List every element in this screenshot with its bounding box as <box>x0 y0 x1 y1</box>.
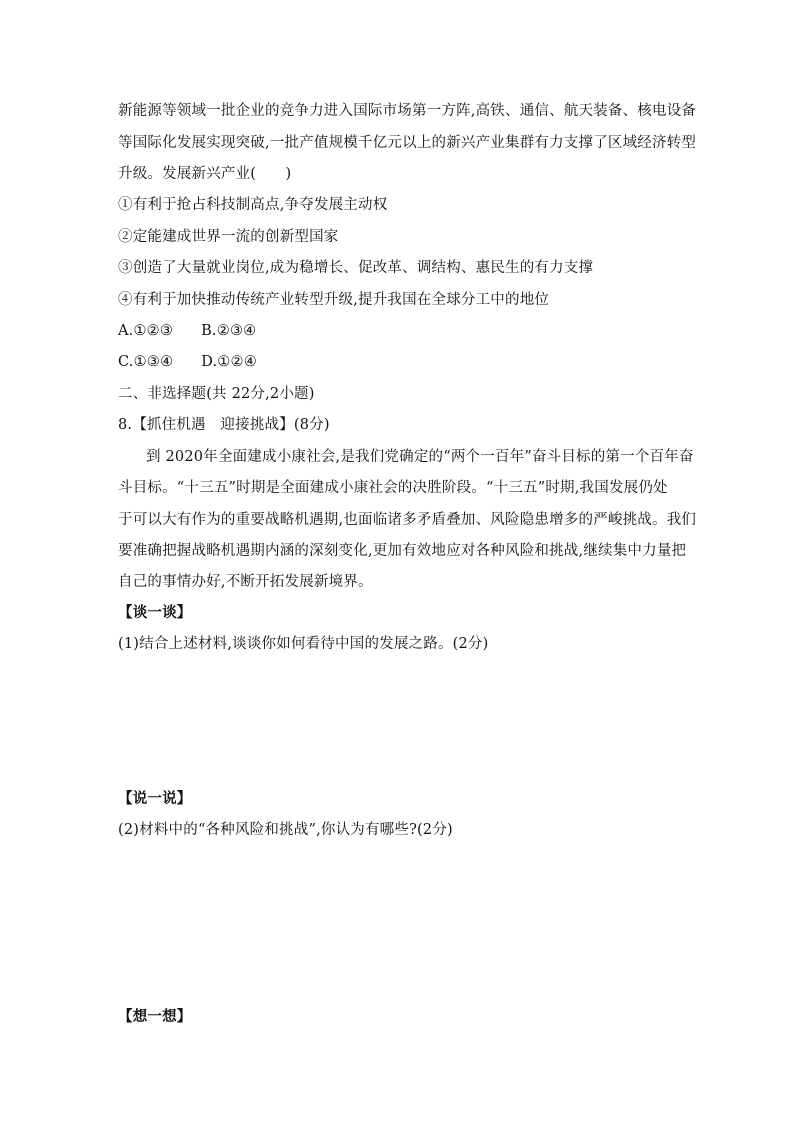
section-heading: 二、非选择题(共 22分,2小题) <box>118 386 315 402</box>
q7-statement-1: ①有利于抢占科技制高点,争夺发展主动权 <box>118 197 388 213</box>
q7-statement-2: ②定能建成世界一流的创新型国家 <box>118 229 339 245</box>
q7-statement-4: ④有利于加快推动传统产业转型升级,提升我国在全球分工中的地位 <box>118 292 550 308</box>
q7-options-row-2 <box>118 352 698 372</box>
q8-part2-label: 【说一说】 <box>118 790 192 807</box>
q8-material-line-5: 自己的事情办好,不断开拓发展新境界。 <box>118 574 373 590</box>
q8-part3-label: 【想一想】 <box>118 1008 192 1025</box>
q7-options-row-1 <box>118 321 698 341</box>
q8-material-line-1: 到 2020年全面建成小康社会,是我们党确定的“两个一百年”奋斗目标的第一个百年奋 <box>146 449 694 465</box>
q7-stem-line-2: 等国际化发展实现突破,一批产值规模千亿元以上的新兴产业集群有力支撑了区域经济转型 <box>118 135 697 151</box>
q8-part1-label: 【谈一谈】 <box>118 604 192 621</box>
q7-option-c: C.①③④ <box>118 354 174 370</box>
q7-option-a: A.①②③ <box>118 323 174 339</box>
q8-material-line-2: 斗目标。“十三五”时期是全面建成小康社会的决胜阶段。“十三五”时期,我国发展仍处 <box>118 480 668 496</box>
q8-material-line-3: 于可以大有作为的重要战略机遇期,也面临诸多矛盾叠加、风险隐患增多的严峻挑战。我们 <box>118 512 697 528</box>
q7-stem-line-3: 升级。发展新兴产业( ) <box>118 166 292 182</box>
q7-option-d: D.①②④ <box>201 354 257 370</box>
q8-part2-question: (2)材料中的“各种风险和挑战”,你认为有哪些?(2分) <box>118 822 453 838</box>
q7-stem-line-1: 新能源等领域一批企业的竞争力进入国际市场第一方阵,高铁、通信、航天装备、核电设备 <box>118 103 697 119</box>
q8-part1-question: (1)结合上述材料,谈谈你如何看待中国的发展之路。(2分) <box>118 636 489 652</box>
q8-material-line-4: 要准确把握战略机遇期内涵的深刻变化,更加有效地应对各种风险和挑战,继续集中力量把 <box>118 543 687 559</box>
q7-option-b: B.②③④ <box>201 323 257 339</box>
q7-statement-3: ③创造了大量就业岗位,成为稳增长、促改革、调结构、惠民生的有力支撑 <box>118 260 594 276</box>
q8-title: 8.【抓住机遇 迎接挑战】(8分) <box>118 417 330 433</box>
